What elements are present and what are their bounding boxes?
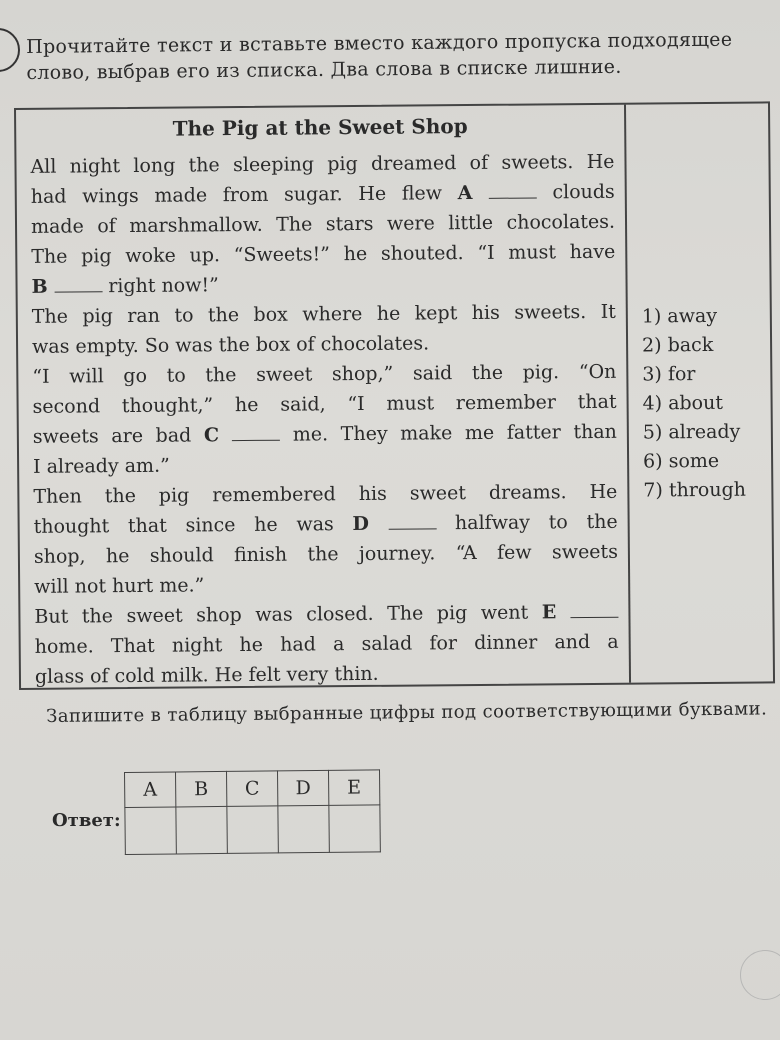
story-text-span: was empty. So was the box of chocolates. [31, 332, 430, 358]
gap-letter: D [352, 512, 389, 536]
story-text [30, 147, 619, 692]
gap-blank[interactable] [489, 183, 537, 198]
story-line [33, 417, 617, 452]
word-option: 3) for [642, 363, 696, 386]
word-option: 2) back [642, 333, 714, 357]
answer-letter-cell: E [328, 770, 379, 806]
story-line [32, 297, 616, 332]
answer-input-cell[interactable] [329, 805, 380, 853]
gap-letter: A [457, 181, 489, 205]
story-line [34, 537, 618, 572]
answer-table-input-row [125, 805, 380, 855]
story-text-span: home. That night he had a salad for dinner and a [34, 630, 619, 658]
answer-input-cell[interactable] [227, 806, 278, 854]
story-text-span: All night long the sleeping pig dreamed of sweets. He [30, 150, 615, 178]
story-line [35, 657, 619, 692]
word-option: 1) away [641, 304, 718, 328]
story-text-span: The pig ran to the box where he kept his sweets. It [31, 300, 616, 328]
answer-letter-cell: A [125, 772, 176, 808]
task-instruction: Прочитайте текст и вставьте вместо каждого пропуска подходящее слово, выбрав его из списка. Два слова в списке лишние. [26, 28, 733, 84]
answer-letter-cell: D [277, 770, 328, 806]
story-text-span: Then the pig remembered his sweet dreams. He [33, 480, 618, 508]
story-text-span: glass of cold milk. He felt very thin. [34, 662, 379, 688]
gap-letter: C [203, 424, 233, 447]
story-text-span: halfway to the [436, 510, 618, 535]
answer-table [124, 769, 381, 855]
gap-blank[interactable] [54, 277, 102, 292]
gap-blank[interactable] [570, 603, 618, 618]
gap-blank[interactable] [388, 514, 436, 529]
story-text-span: clouds [536, 180, 615, 204]
gap-letter: B [31, 275, 55, 298]
story-text-span: made of marshmallow. The stars were little chocolates. [30, 210, 616, 238]
gap-blank[interactable] [232, 426, 280, 441]
story-text-span: The pig woke up. “Sweets!” he shouted. “I must have [31, 240, 616, 268]
answer-letter-cell: C [226, 771, 277, 807]
word-option: 7) through [643, 478, 747, 502]
story-text-span: sweets are bad [32, 424, 205, 448]
story-text-span: me. They make me fatter than [280, 420, 617, 446]
task-number-circle [0, 28, 20, 72]
page-number-circle [740, 950, 780, 1000]
reading-table [14, 101, 775, 690]
story-text-span: had wings made from sugar. He flew [30, 182, 458, 208]
answer-label: Ответ: [52, 810, 121, 831]
answer-letter-cell: B [176, 771, 227, 807]
word-option: 4) about [642, 391, 724, 415]
story-title: The Pig at the Sweet Shop [172, 114, 468, 141]
answer-table-header-row [125, 770, 380, 808]
story-text-span: will not hurt me.” [34, 574, 205, 598]
word-option: 5) already [642, 420, 741, 444]
story-line [31, 237, 615, 272]
story-text-span: But the sweet shop was closed. The pig went [34, 601, 542, 628]
answer-input-cell[interactable] [176, 806, 227, 854]
story-text-span: “I will go to the sweet shop,” said the pig. “On [32, 360, 617, 388]
story-text-span: second thought,” he said, “I must remember that [32, 390, 617, 418]
story-text-span: right now!” [102, 274, 219, 298]
answer-input-cell[interactable] [125, 807, 176, 855]
answer-instruction: Запишите в таблицу выбранные цифры под соответствующими буквами. [46, 698, 768, 727]
word-option: 6) some [643, 449, 720, 473]
column-divider [624, 105, 631, 683]
answer-input-cell[interactable] [278, 805, 329, 853]
story-text-span: shop, he should finish the journey. “A few sweets [33, 540, 618, 568]
story-line [35, 627, 619, 662]
word-options-list [642, 301, 774, 505]
gap-letter: E [541, 601, 571, 624]
story-text-span: I already am.” [33, 454, 170, 478]
story-text-span: thought that since he was [33, 513, 353, 538]
